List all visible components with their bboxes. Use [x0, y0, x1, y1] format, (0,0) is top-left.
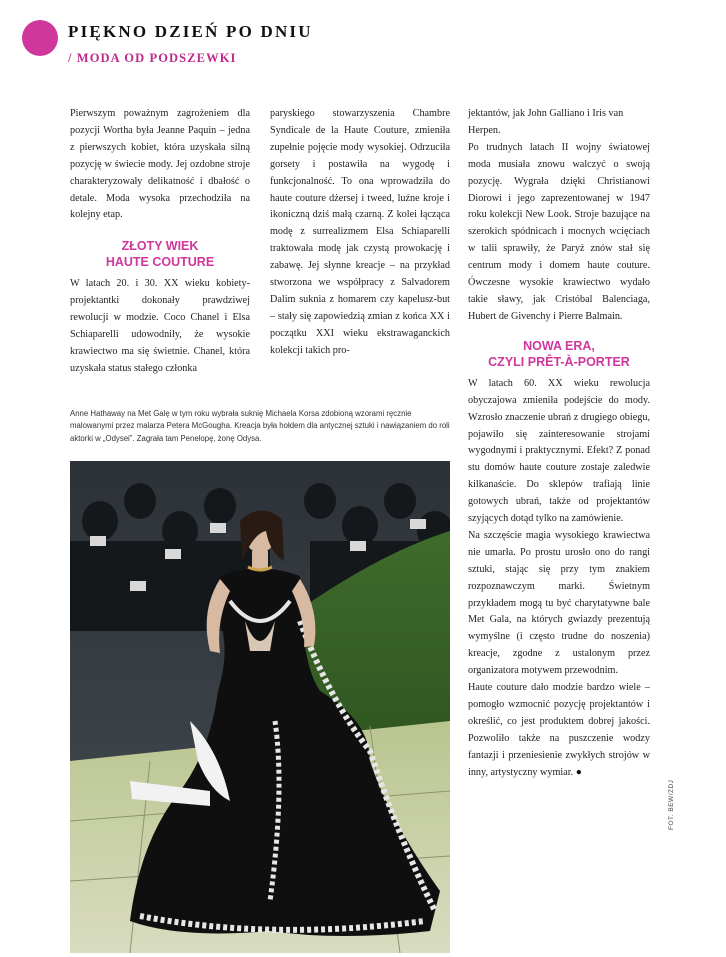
closing-paragraph: Haute couture dało modzie bardzo wiele – pomogło wzmocnić pozycję projektantów i określić, co jest produktem dobrej jakości. Pozwoliło także na puszczenie wodzy fantazji i przeniesienie zwykłych strojów w inny, artystyczny wymiar. ● — [468, 682, 650, 778]
sixties-paragraph: W latach 60. XX wieku rewolucja obyczajowa zmieniła podejście do mody. Wzrosło znaczenie ubrań z drugiego obiegu, pojawiło się zainteresowanie strojami wygodnymi i praktycznymi. Efekt? Z ponad stu domów haute couture zostaje zaledwie kilkanaście. Do sklepów trafiają linie gotowych ubrań, także od projektantów szyjących dotąd tylko na zamówienie. — [468, 377, 650, 525]
section-marker-dot — [22, 20, 58, 56]
met-gala-photo — [70, 461, 450, 953]
page-subtitle: / MODA OD PODSZEWKI — [68, 51, 237, 65]
end-of-article-mark: ● — [575, 766, 582, 778]
photo-caption: Anne Hathaway na Met Galę w tym roku wybrała suknię Michaela Korsa zdobioną wzorami ręcznie malowanymi przez malarza Petera McGougha. Kreacja była hołdem dla antycznej sztuki i nawiązaniem do roli aktorki w „Odysei”. Zagrała tam Penelopę, żonę Odysa. — [70, 409, 450, 443]
section-heading-new-era: NOWA ERA, CZYLI PRÊT-À-PORTER — [488, 338, 630, 369]
intro-paragraph: Pierwszym poważnym zagrożeniem dla pozycji Wortha była Jeanne Paquin – jedna z pierwszych kobiet, która uzyskała silną pozycję w świecie mody. Jej ozdobne stroje charakteryzowały delikatność i dbałość o detale. Moda wysoka przechodziła na kolejny etap. — [70, 108, 250, 221]
galliano-continuation: jektantów, jak John Galliano i Iris van Herpen. — [468, 108, 624, 136]
section-heading-golden-age: ZŁOTY WIEK HAUTE COUTURE — [105, 239, 215, 270]
golden-age-paragraph: W latach 20. i 30. XX wieku kobiety-projektantki dokonały prawdziwej rewolucji w modzie. Coco Chanel i Elsa Schiaparelli udowodniły, że wysokie krawiectwo ma się świetnie. Chanel, która uzyskała status stałego członka — [70, 278, 250, 374]
new-look-paragraph: Po trudnych latach II wojny światowej moda musiała znowu walczyć o swoją pozycję. Wygrała dzięki Christianowi Diorowi i jego zaprezentowanej w 1947 roku kolekcji New Look. Stroje bazujące na szerokich spódnicach i mocnych wcięciach w talii sprawiły, że Paryż znów stał się centrum mody i domem haute couture. Ówczesne wysokie krawiectwo wydało takie sławy, jak Cristóbal Balenciaga, Hubert de Givenchy i Pierre Balmain. — [468, 141, 650, 322]
page-title: PIĘKNO DZIEŃ PO DNIU — [68, 22, 313, 41]
met-gala-photo-illustration — [70, 461, 450, 953]
photo-credit: FOT. BEW/ZDJ — [668, 779, 675, 830]
chanel-schiaparelli-paragraph: paryskiego stowarzyszenia Chambre Syndicale de la Haute Couture, zmieniła zupełnie pojęcie mody wysokiej. Odrzuciła gorsety i postawiła na wygodę i funkcjonalność. To ona wprowadziła do haute couture dżersej i tweed, luźne kroje i ikoniczną dziś małą czarną. Z kolei łącząca modę z surrealizmem Elsa Schiaparelli traktowała modę jak czystą prowokację i zabawę. Jej słynne kreacje – na przykład stworzona we współpracy z Salvadorem Dalim suknia z homarem czy kapelusz-but – stały się zapowiedzią zmian z końca XX i początku XXI wieku ekstrawaganckich kolekcji takich pro- — [270, 108, 450, 356]
article-column-3 — [468, 106, 650, 782]
met-gala-paragraph: Na szczęście magia wysokiego krawiectwa nie umarła. Po prostu urosło ono do rangi sztuki, stając się przy tym znakiem rozpoznawczym marki. Świetnym przykładem mogą tu być charytatywne bale Met Gala, na których gwiazdy prezentują wymyślne (i często trudne do noszenia) kreacje, zgodne z ustalonym przez organizatora motywem przewodnim. — [468, 529, 650, 677]
article-column-1 — [70, 106, 250, 378]
article-column-2 — [270, 106, 450, 360]
